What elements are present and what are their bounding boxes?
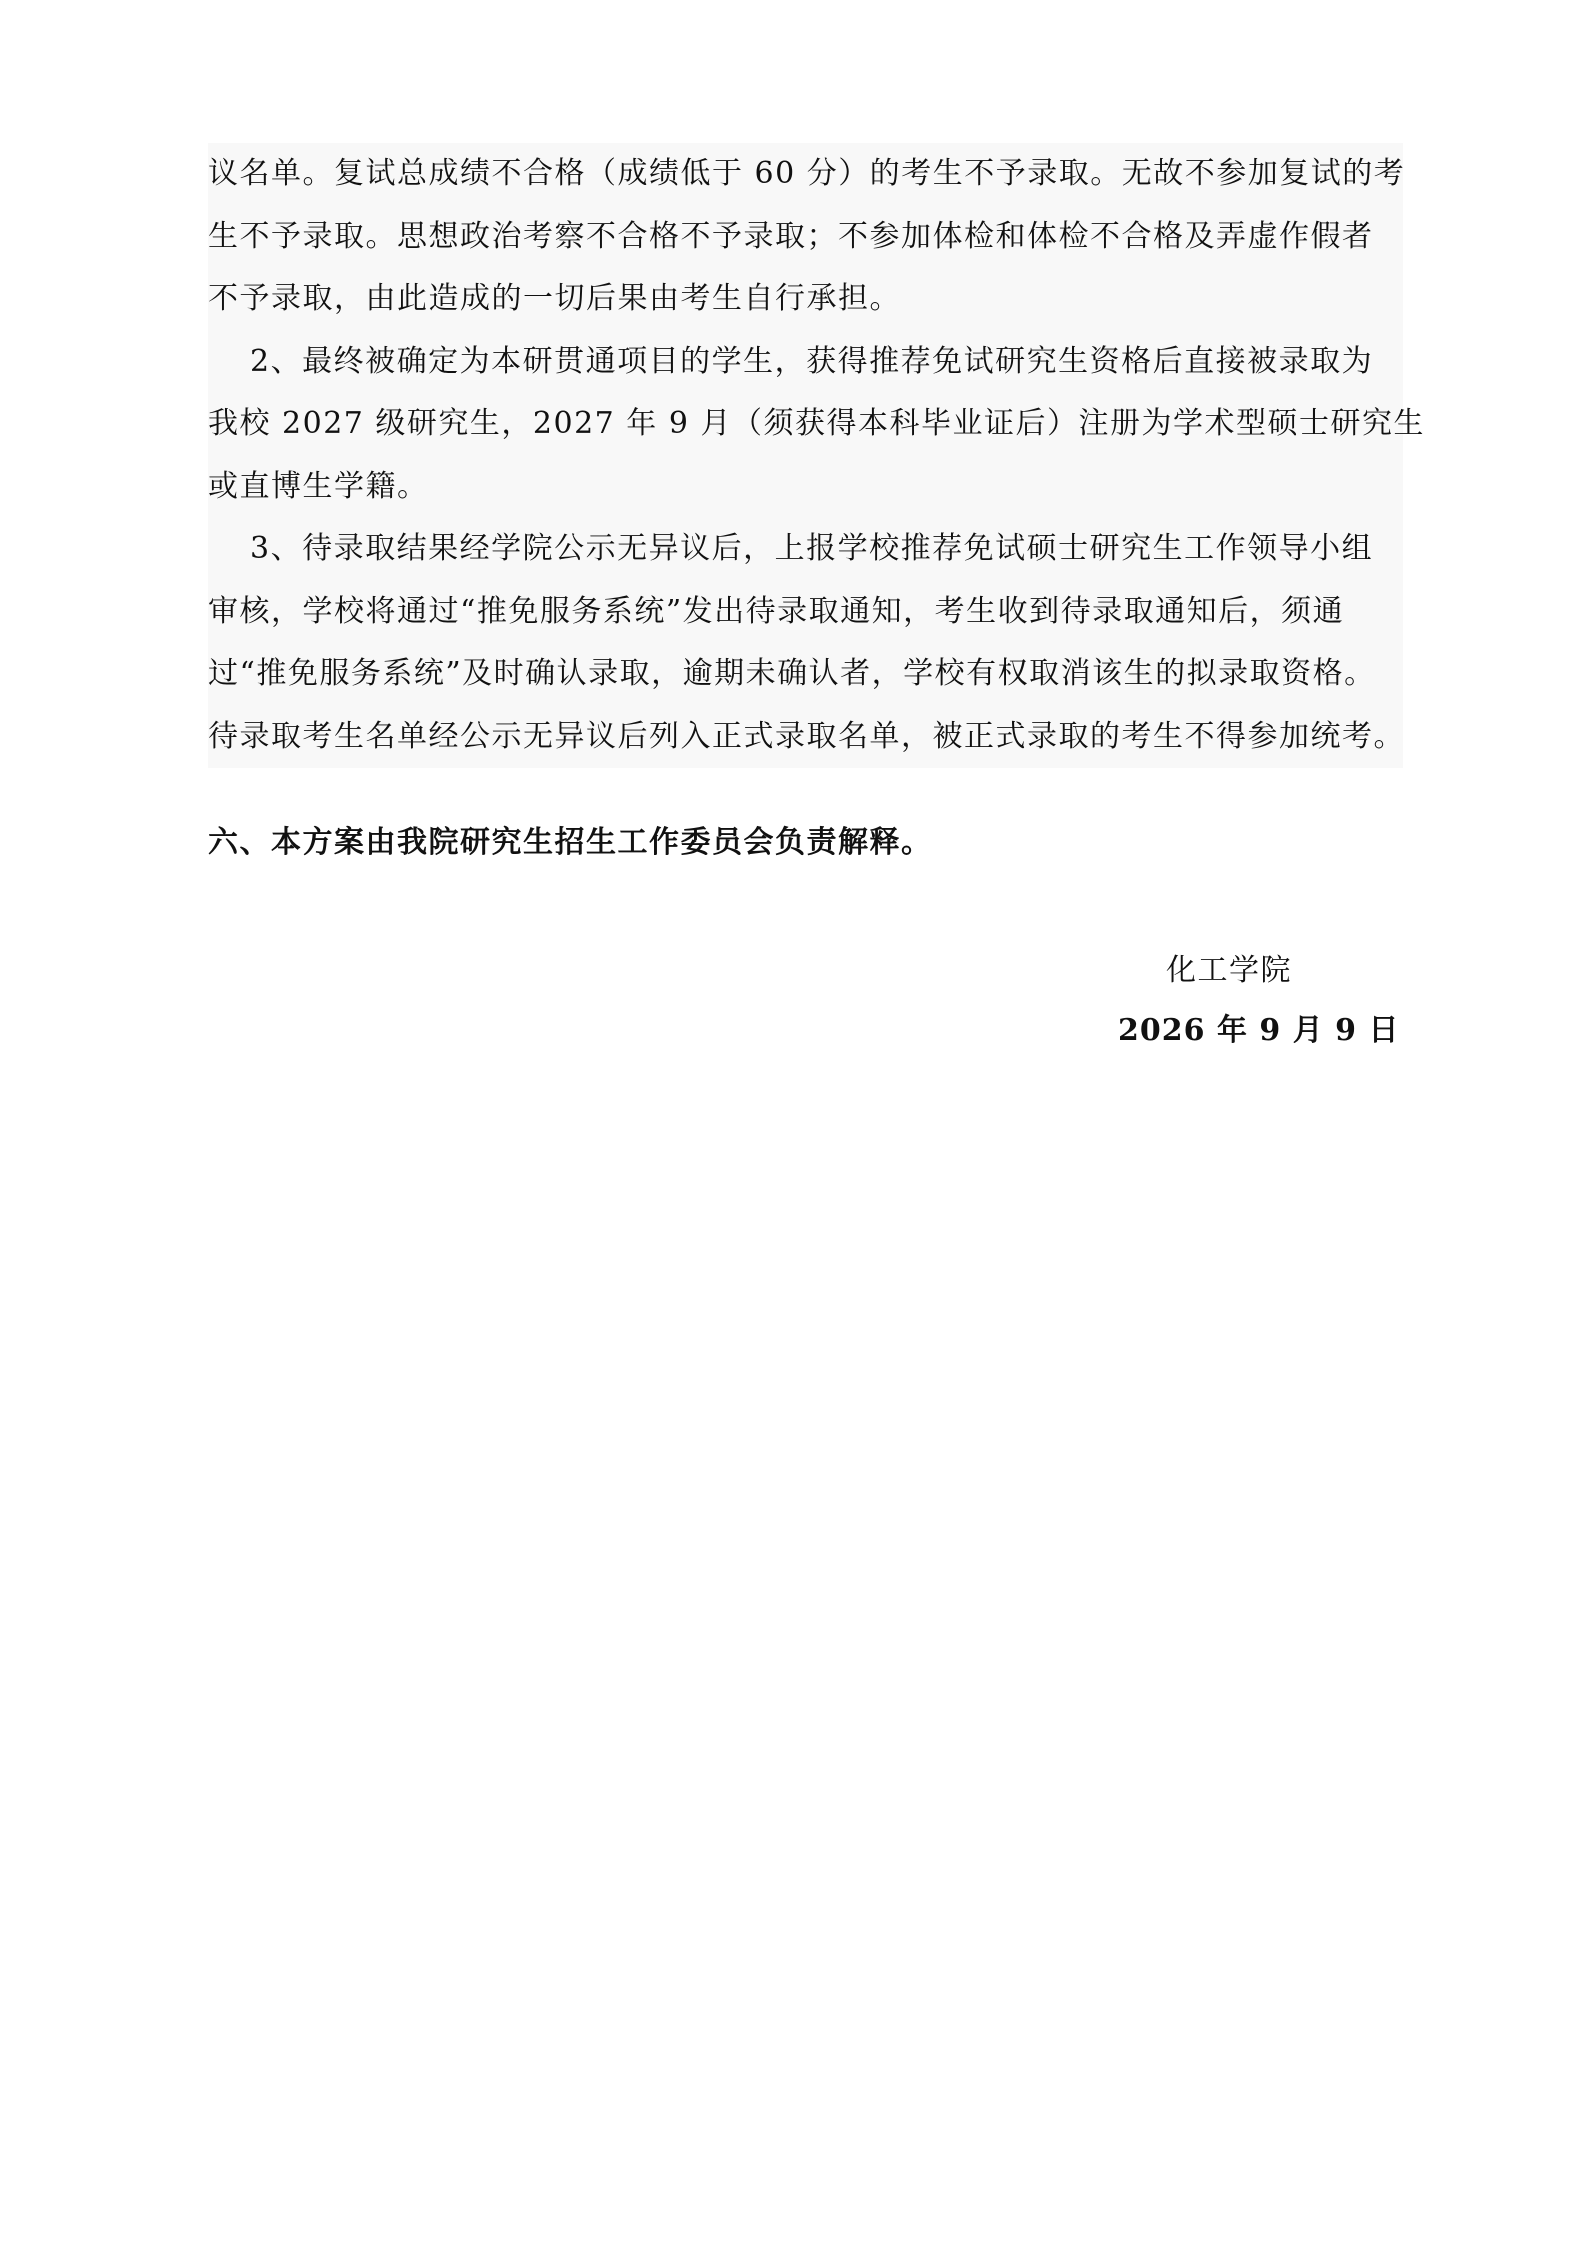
paragraph-admission-rules bbox=[208, 143, 1406, 331]
signature-date: 2026 年 9 月 9 日 bbox=[1118, 1013, 1400, 1048]
text-line: 生不予录取。思想政治考察不合格不予录取；不参加体检和体检不合格及弄虚作假者 bbox=[208, 218, 1374, 254]
section-heading-six: 六、本方案由我院研究生招生工作委员会负责解释。 bbox=[208, 825, 933, 860]
paragraph-item-3 bbox=[208, 518, 1403, 768]
text-line: 审核，学校将通过“推免服务系统”发出待录取通知，考生收到待录取通知后，须通 bbox=[208, 593, 1345, 629]
text-line: 我校 2027 级研究生，2027 年 9 月（须获得本科毕业证后）注册为学术型硕士研究生 bbox=[208, 406, 1425, 441]
text-line: 不予录取，由此造成的一切后果由考生自行承担。 bbox=[208, 281, 901, 316]
text-line: 议名单。复试总成绩不合格（成绩低于 60 分）的考生不予录取。无故不参加复试的考 bbox=[208, 156, 1406, 191]
signature-organization: 化工学院 bbox=[1166, 953, 1292, 988]
document-body bbox=[208, 143, 1425, 768]
text-line: 或直博生学籍。 bbox=[208, 468, 429, 504]
text-line: 待录取考生名单经公示无异议后列入正式录取名单，被正式录取的考生不得参加统考。 bbox=[208, 718, 1405, 754]
text-line: 过“推免服务系统”及时确认录取，逾期未确认者，学校有权取消该生的拟录取资格。 bbox=[208, 656, 1376, 691]
paragraph-item-2 bbox=[208, 331, 1425, 519]
text-line: 3、待录取结果经学院公示无异议后，上报学校推荐免试硕士研究生工作领导小组 bbox=[250, 531, 1374, 566]
text-line: 2、最终被确定为本研贯通项目的学生，获得推荐免试研究生资格后直接被录取为 bbox=[250, 343, 1374, 379]
